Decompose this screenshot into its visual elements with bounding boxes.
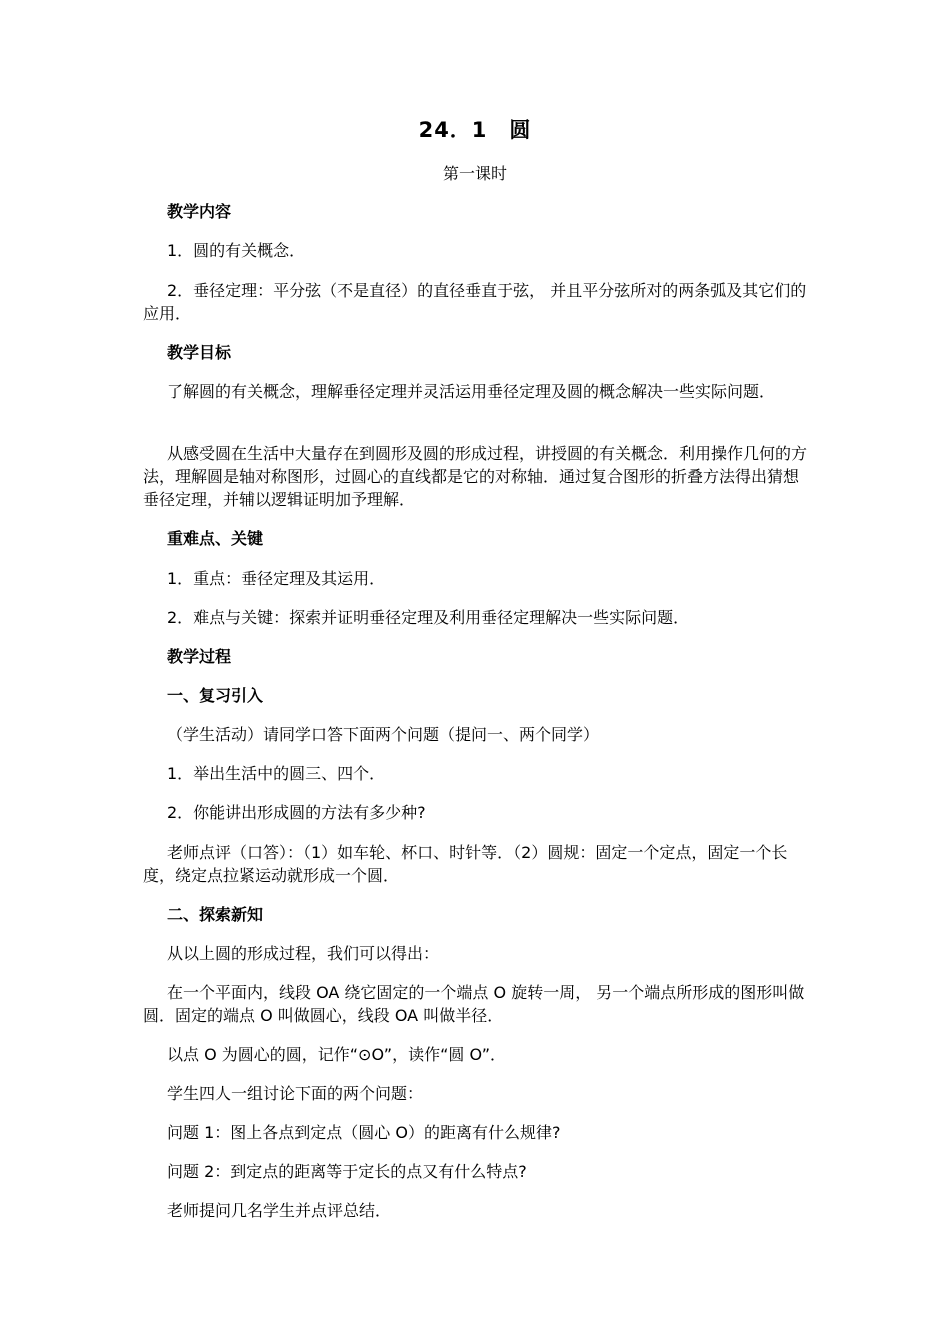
paragraph: 从以上圆的形成过程，我们可以得出： (167, 944, 440, 963)
paragraph: 老师提问几名学生并点评总结． (167, 1201, 392, 1220)
paragraph: 2．难点与关键：探索并证明垂径定理及利用垂径定理解决一些实际问题． (167, 608, 690, 627)
paragraph: 1．圆的有关概念． (167, 241, 306, 260)
section-heading: 重难点、关键 (167, 529, 264, 548)
paragraph: 问题 2：到定点的距离等于定长的点又有什么特点? (167, 1162, 527, 1181)
section-heading: 教学内容 (167, 202, 232, 221)
paragraph: （学生活动）请同学口答下面两个问题（提问一、两个同学） (167, 725, 600, 744)
paragraph: 从感受圆在生活中大量存在到圆形及圆的形成过程，讲授圆的有关概念．利用操作几何的方法，理解圆是轴对称图形，过圆心的直线都是它的对称轴．通过复合图形的折叠方法得出猜想垂径定理，并辅以逻辑证明加予理解． (143, 444, 808, 509)
section-heading: 教学目标 (167, 343, 232, 362)
paragraph: 学生四人一组讨论下面的两个问题： (167, 1084, 424, 1103)
paragraph: 老师点评（口答）：（1）如车轮、杯口、时针等．（2）圆规：固定一个定点，固定一个长度，绕定点拉紧运动就形成一个圆． (143, 843, 788, 885)
paragraph: 1．重点：垂径定理及其运用． (167, 569, 386, 588)
section-heading: 一、复习引入 (167, 686, 264, 705)
paragraph: 问题 1：图上各点到定点（圆心 O）的距离有什么规律? (167, 1123, 561, 1142)
page-subtitle: 第一课时 (442, 164, 507, 183)
paragraph: 1．举出生活中的圆三、四个． (167, 764, 386, 783)
paragraph: 2．垂径定理：平分弦（不是直径）的直径垂直于弦， 并且平分弦所对的两条弧及其它们的应用． (143, 281, 807, 323)
paragraph: 2．你能讲出形成圆的方法有多少种? (167, 803, 426, 822)
page-title: 24．1 圆 (418, 118, 532, 142)
paragraph: 以点 O 为圆心的圆，记作“⊙O”，读作“圆 O”． (167, 1045, 507, 1064)
section-heading: 教学过程 (167, 647, 232, 666)
paragraph: 了解圆的有关概念，理解垂径定理并灵活运用垂径定理及圆的概念解决一些实际问题． (167, 382, 776, 401)
section-heading: 二、探索新知 (167, 905, 264, 924)
paragraph: 在一个平面内，线段 OA 绕它固定的一个端点 O 旋转一周， 另一个端点所形成的图形叫做圆．固定的端点 O 叫做圆心，线段 OA 叫做半径． (143, 983, 805, 1025)
